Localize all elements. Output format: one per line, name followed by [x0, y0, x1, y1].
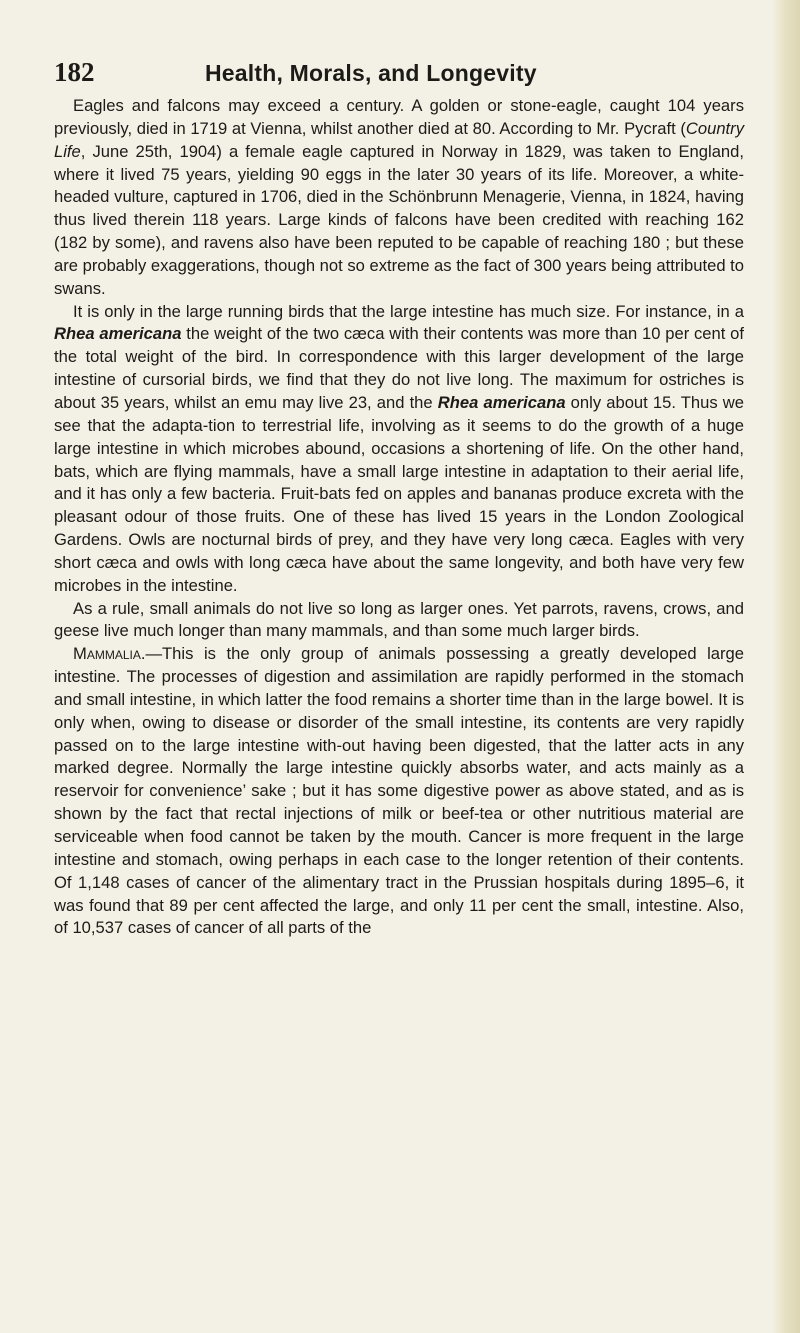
- text-run: It is only in the large running birds that the large intestine has much size. For instance, in a: [73, 301, 744, 321]
- body-text: [54, 95, 744, 940]
- paragraph-mammalia: [54, 643, 744, 940]
- page-number: 182: [54, 57, 95, 87]
- paragraph-eagles: [54, 95, 744, 301]
- text-run: As a rule, small animals do not live so long as larger ones. Yet parrots, ravens, crows, and geese live much longer than many mammals, and than some much larger birds.: [54, 598, 744, 641]
- running-title: Health, Morals, and Longevity: [205, 60, 537, 86]
- text-run: , June 25th, 1904) a female eagle captured in Norway in 1829, was taken to England, where it lived 75 years, yielding 90 eggs in the later 30 years of its life. Moreover, a white-headed vulture, captured in 1706, died in the Schönbrunn Menagerie, Vienna, in 1824, having thus lived therein 118 years. Large kinds of falcons have been credited with reaching 162 (182 by some), and ravens also have been reputed to be capable of reaching 180 ; but these are probably exaggerations, though not so extreme as the fact of 300 years being attributed to swans.: [54, 141, 745, 298]
- species-name: Rhea americana: [54, 324, 182, 344]
- species-name: Rhea americana: [437, 392, 566, 412]
- paragraph-running-birds: [54, 301, 744, 598]
- paragraph-small-animals: [54, 598, 744, 644]
- text-run: .—This is the only group of animals possessing a greatly developed large intestine. The processes of digestion and assimilation are rapidly performed in the stomach and small intestine, in which latter the food remains a shorter time than in the large bowel. It is only when, owing to disease or disorder of the small intestine, its contents are very rapidly passed on to the large intestine with-out having been digested, that the latter acts in any marked degree. Normally the large intestine quickly absorbs water, and acts mainly as a reservoir for convenience’ sake ; but it has some digestive power as above stated, and as is shown by the fact that rectal injections of milk or beef-tea or other nutritious material are serviceable when food cannot be taken by the mouth. Cancer is more frequent in the large intestine and stomach, owing perhaps in each case to the longer retention of their contents. Of 1,148 cases of cancer of the alimentary tract in the Prussian hospitals during 1895–6, it was found that 89 per cent affected the large, and only 11 per cent the small, intestine. Also, of 10,537 cases of cancer of all parts of the: [54, 644, 744, 938]
- citation-title: Country Life: [54, 118, 744, 161]
- text-run: only about 15. Thus we see that the adapta-tion to terrestrial life, involving as it seems to do the growth of a huge large intestine in which microbes abound, occasions a shortening of life. On the other hand, bats, which are flying mammals, have a small large intestine in adaptation to their aerial life, and it has only a few bacteria. Fruit-bats fed on apples and bananas produce excreta with the pleasant odour of those fruits. One of these has lived 15 years in the London Zoological Gardens. Owls are nocturnal birds of prey, and they have very long cæca. Eagles with very short cæca and owls with long cæca have about the same longevity, and both have very few microbes in the intestine.: [54, 392, 744, 595]
- page-header: [54, 56, 744, 92]
- page-edge-shadow: [772, 0, 800, 1333]
- text-run: Eagles and falcons may exceed a century. A golden or stone-eagle, caught 104 years previously, died in 1719 at Vienna, whilst another died at 80. According to Mr. Pycraft (: [54, 96, 744, 138]
- text-run: the weight of the two cæca with their contents was more than 10 per cent of the total weight of the bird. In correspondence with this larger development of the large intestine of cursorial birds, we find that they do not live long. The maximum for ostriches is about 35 years, whilst an emu may live 23, and the: [54, 324, 744, 412]
- section-heading-mammalia: Mammalia: [73, 644, 141, 664]
